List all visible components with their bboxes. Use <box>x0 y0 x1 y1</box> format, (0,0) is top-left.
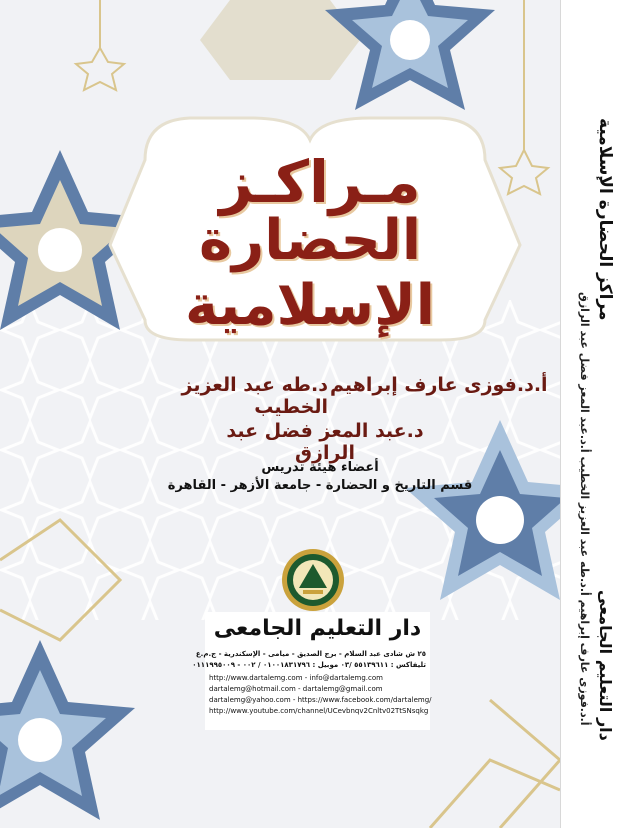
author-3: د.عبد المعز فضل عبد الرازق <box>226 420 424 464</box>
publisher-name: دار التعليم الجامعى <box>213 616 422 641</box>
publisher-email-1: dartalemg@hotmail.com - dartalemg@gmail.com <box>209 685 383 693</box>
publisher-email-2: dartalemg@yahoo.com - https://www.facebook.com/dartalemg/ <box>209 696 432 704</box>
spine-authors: أ.د.فوزى عارف إبراهيم أ.د.طه عبد العزيز الخطيب أ.د.عبد المعز فضل عبد الرازق <box>578 292 591 726</box>
publisher-web: http://www.dartalemg.com - info@dartalemg.com <box>209 674 383 682</box>
book-spine <box>560 0 621 828</box>
spine-publisher: دار التعليم الجامعى <box>596 590 615 741</box>
spine-title: مراكز الحضارة الإسلامية <box>595 118 615 321</box>
publisher-address: ٢٥ ش شادى عبد السلام - برج الصديق - ميامى - الإسكندرية - ج.م.ع <box>195 650 426 658</box>
publisher-logo-icon <box>281 548 345 612</box>
publisher-phones: تليفاكس : ٥٥١٣٩٦١١ /٠٣ موبيل : ٠١٠٠١٨٣١٧٩٦ / ٠٠٢ - ٠١١١٩٩٥٠٠٩ <box>192 661 426 669</box>
publisher-info-box <box>192 612 432 730</box>
author-2: د.طه عبد العزيز الخطيب <box>181 374 328 418</box>
department-label: قسم التاريخ و الحضارة - جامعة الأزهر - القاهرة <box>167 478 473 493</box>
title-line-1: مـراكـز <box>219 148 421 216</box>
faculty-label: أعضاء هيئة تدريس <box>261 460 379 475</box>
title-line-2: الحضارة الإسلامية <box>185 208 435 338</box>
author-1: أ.د.فوزى عارف إبراهيم <box>330 374 548 396</box>
publisher-youtube: http://www.youtube.com/channel/UCevbnqv2Cnltv02TtSNsqkg <box>209 707 429 715</box>
